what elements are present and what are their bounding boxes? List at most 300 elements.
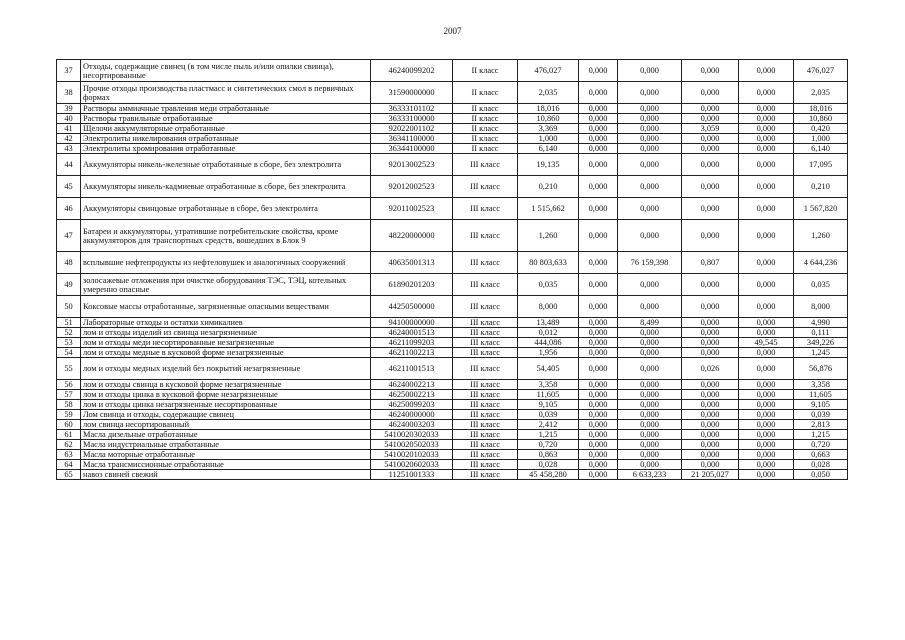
value-cell-6: 1 567,820 [794,198,848,220]
waste-code-cell: 46240003203 [371,420,453,430]
value-cell-1: 8,000 [518,296,579,318]
table-row [57,380,848,390]
row-number-cell: 56 [57,380,81,390]
waste-name-cell: лом и отходы меди несортированные незагрязненные [81,338,371,348]
waste-code-cell: 46211001513 [371,358,453,380]
waste-name-cell: Отходы, содержащие свинец (в том числе пыль и/или опилки свинца), несортированные [81,60,371,82]
value-cell-6: 0,420 [794,124,848,134]
value-cell-2: 0,000 [579,274,618,296]
value-cell-6: 1,215 [794,430,848,440]
value-cell-4: 0,000 [682,134,739,144]
value-cell-2: 0,000 [579,220,618,252]
value-cell-4: 0,000 [682,450,739,460]
waste-code-cell: 36333100000 [371,114,453,124]
value-cell-4: 0,000 [682,338,739,348]
table-row [57,348,848,358]
value-cell-6: 0,663 [794,450,848,460]
waste-code-cell: 36333101102 [371,104,453,114]
value-cell-5: 0,000 [739,440,794,450]
value-cell-2: 0,000 [579,390,618,400]
value-cell-5: 0,000 [739,460,794,470]
value-cell-4: 3,059 [682,124,739,134]
row-number-cell: 60 [57,420,81,430]
value-cell-5: 0,000 [739,420,794,430]
value-cell-1: 19,135 [518,154,579,176]
value-cell-4: 0,000 [682,104,739,114]
waste-name-cell: лом и отходы цинка в кусковой форме незагрязненные [81,390,371,400]
row-number-cell: 41 [57,124,81,134]
waste-name-cell: лом и отходы цинка незагрязненные несортированные [81,400,371,410]
hazard-class-cell: II класс [453,82,518,104]
waste-code-cell: 92013002523 [371,154,453,176]
waste-name-cell: лом и отходы изделий из свинца незагрязненные [81,328,371,338]
value-cell-6: 2,035 [794,82,848,104]
value-cell-2: 0,000 [579,296,618,318]
value-cell-1: 11,605 [518,390,579,400]
value-cell-3: 0,000 [618,176,682,198]
value-cell-4: 0,000 [682,220,739,252]
table-row [57,60,848,82]
row-number-cell: 49 [57,274,81,296]
waste-code-cell: 5410020102033 [371,450,453,460]
value-cell-5: 0,000 [739,318,794,328]
hazard-class-cell: III класс [453,348,518,358]
hazard-class-cell: III класс [453,274,518,296]
value-cell-2: 0,000 [579,380,618,390]
row-number-cell: 63 [57,450,81,460]
value-cell-3: 0,000 [618,144,682,154]
value-cell-6: 1,000 [794,134,848,144]
value-cell-1: 45 458,280 [518,470,579,480]
waste-table [56,59,848,480]
table-row [57,338,848,348]
value-cell-4: 0,807 [682,252,739,274]
waste-code-cell: 92011002523 [371,198,453,220]
value-cell-2: 0,000 [579,450,618,460]
value-cell-5: 0,000 [739,252,794,274]
value-cell-2: 0,000 [579,114,618,124]
waste-name-cell: лом и отходы медные в кусковой форме незагрязненные [81,348,371,358]
value-cell-3: 0,000 [618,124,682,134]
value-cell-3: 0,000 [618,134,682,144]
value-cell-1: 54,405 [518,358,579,380]
waste-code-cell: 46250099203 [371,400,453,410]
value-cell-1: 0,039 [518,410,579,420]
value-cell-1: 18,016 [518,104,579,114]
value-cell-6: 8,000 [794,296,848,318]
value-cell-1: 1,260 [518,220,579,252]
table-row [57,82,848,104]
value-cell-3: 0,000 [618,460,682,470]
waste-code-cell: 11251001333 [371,470,453,480]
value-cell-6: 4,990 [794,318,848,328]
value-cell-4: 0,000 [682,348,739,358]
value-cell-4: 0,000 [682,296,739,318]
row-number-cell: 45 [57,176,81,198]
waste-name-cell: Прочие отходы производства пластмасс и синтетических смол в первичных формах [81,82,371,104]
waste-code-cell: 46240001513 [371,328,453,338]
value-cell-6: 0,039 [794,410,848,420]
value-cell-3: 0,000 [618,338,682,348]
value-cell-5: 0,000 [739,176,794,198]
hazard-class-cell: II класс [453,134,518,144]
row-number-cell: 40 [57,114,81,124]
value-cell-1: 0,863 [518,450,579,460]
row-number-cell: 52 [57,328,81,338]
hazard-class-cell: II класс [453,124,518,134]
value-cell-2: 0,000 [579,60,618,82]
hazard-class-cell: III класс [453,380,518,390]
row-number-cell: 38 [57,82,81,104]
waste-code-cell: 46240000000 [371,410,453,420]
table-row [57,198,848,220]
table-row [57,358,848,380]
waste-name-cell: Лом свинца и отходы, содержащие свинец [81,410,371,420]
table-row [57,144,848,154]
row-number-cell: 47 [57,220,81,252]
value-cell-5: 0,000 [739,328,794,338]
hazard-class-cell: III класс [453,328,518,338]
value-cell-5: 0,000 [739,124,794,134]
value-cell-4: 0,000 [682,176,739,198]
value-cell-3: 0,000 [618,430,682,440]
table-row [57,154,848,176]
value-cell-6: 349,226 [794,338,848,348]
table-row [57,430,848,440]
value-cell-3: 0,000 [618,380,682,390]
waste-name-cell: Масла моторные отработанные [81,450,371,460]
waste-code-cell: 5410020502033 [371,440,453,450]
value-cell-2: 0,000 [579,358,618,380]
value-cell-1: 0,012 [518,328,579,338]
hazard-class-cell: III класс [453,198,518,220]
value-cell-5: 0,000 [739,220,794,252]
value-cell-1: 3,369 [518,124,579,134]
value-cell-4: 0,000 [682,420,739,430]
value-cell-1: 0,028 [518,460,579,470]
value-cell-6: 6,140 [794,144,848,154]
table-row [57,450,848,460]
value-cell-4: 0,000 [682,274,739,296]
waste-name-cell: Лабораторные отходы и остатки химикалиев [81,318,371,328]
value-cell-6: 0,210 [794,176,848,198]
table-row [57,470,848,480]
value-cell-5: 0,000 [739,450,794,460]
value-cell-2: 0,000 [579,410,618,420]
value-cell-3: 0,000 [618,220,682,252]
waste-name-cell: Масла индустриальные отработанные [81,440,371,450]
waste-name-cell: лом свинца несортированный [81,420,371,430]
value-cell-3: 0,000 [618,348,682,358]
value-cell-5: 0,000 [739,390,794,400]
waste-code-cell: 46211002213 [371,348,453,358]
waste-code-cell: 94100000000 [371,318,453,328]
value-cell-4: 0,000 [682,460,739,470]
row-number-cell: 59 [57,410,81,420]
value-cell-5: 0,000 [739,104,794,114]
hazard-class-cell: III класс [453,318,518,328]
waste-name-cell: Коксовые массы отработанные, загрязненные опасными веществами [81,296,371,318]
value-cell-1: 444,086 [518,338,579,348]
waste-code-cell: 31590000000 [371,82,453,104]
value-cell-3: 0,000 [618,198,682,220]
value-cell-4: 0,000 [682,380,739,390]
hazard-class-cell: III класс [453,460,518,470]
hazard-class-cell: II класс [453,60,518,82]
value-cell-5: 0,000 [739,114,794,124]
value-cell-2: 0,000 [579,318,618,328]
table-row [57,460,848,470]
row-number-cell: 48 [57,252,81,274]
value-cell-2: 0,000 [579,252,618,274]
value-cell-4: 0,000 [682,144,739,154]
table-row [57,114,848,124]
value-cell-1: 1,215 [518,430,579,440]
value-cell-1: 476,027 [518,60,579,82]
value-cell-2: 0,000 [579,460,618,470]
waste-name-cell: Электролиты хромирования отработанные [81,144,371,154]
waste-name-cell: Батареи и аккумуляторы, утратившие потребительские свойства, кроме аккумуляторов для транспортных средств, вошедших в Блок 9 [81,220,371,252]
hazard-class-cell: III класс [453,154,518,176]
value-cell-2: 0,000 [579,328,618,338]
waste-code-cell: 36341100000 [371,134,453,144]
row-number-cell: 53 [57,338,81,348]
value-cell-5: 0,000 [739,274,794,296]
value-cell-3: 0,000 [618,358,682,380]
value-cell-3: 8,499 [618,318,682,328]
value-cell-3: 0,000 [618,60,682,82]
table-row [57,318,848,328]
value-cell-3: 0,000 [618,410,682,420]
waste-code-cell: 46250002213 [371,390,453,400]
value-cell-6: 1,245 [794,348,848,358]
value-cell-2: 0,000 [579,338,618,348]
value-cell-3: 0,000 [618,154,682,176]
row-number-cell: 57 [57,390,81,400]
waste-code-cell: 44250500000 [371,296,453,318]
value-cell-5: 0,000 [739,400,794,410]
table-row [57,296,848,318]
table-row [57,252,848,274]
value-cell-3: 6 633,233 [618,470,682,480]
waste-name-cell: Масла дизельные отработанные [81,430,371,440]
value-cell-2: 0,000 [579,82,618,104]
value-cell-2: 0,000 [579,176,618,198]
hazard-class-cell: II класс [453,114,518,124]
value-cell-4: 0,000 [682,60,739,82]
value-cell-3: 0,000 [618,104,682,114]
value-cell-2: 0,000 [579,420,618,430]
value-cell-5: 0,000 [739,410,794,420]
hazard-class-cell: III класс [453,470,518,480]
value-cell-5: 0,000 [739,430,794,440]
value-cell-4: 0,000 [682,328,739,338]
row-number-cell: 62 [57,440,81,450]
value-cell-1: 10,860 [518,114,579,124]
value-cell-2: 0,000 [579,440,618,450]
value-cell-5: 0,000 [739,296,794,318]
value-cell-6: 0,028 [794,460,848,470]
value-cell-4: 0,000 [682,114,739,124]
value-cell-3: 0,000 [618,296,682,318]
value-cell-5: 0,000 [739,60,794,82]
value-cell-3: 0,000 [618,82,682,104]
value-cell-3: 0,000 [618,440,682,450]
value-cell-3: 0,000 [618,400,682,410]
value-cell-6: 0,050 [794,470,848,480]
value-cell-2: 0,000 [579,154,618,176]
value-cell-6: 2,813 [794,420,848,430]
waste-code-cell: 48220000000 [371,220,453,252]
row-number-cell: 50 [57,296,81,318]
value-cell-5: 0,000 [739,134,794,144]
value-cell-2: 0,000 [579,430,618,440]
waste-name-cell: Растворы аммиачные травления меди отработанные [81,104,371,114]
waste-name-cell: всплывшие нефтепродукты из нефтеловушек и аналогичных сооружений [81,252,371,274]
hazard-class-cell: III класс [453,252,518,274]
value-cell-1: 1 515,662 [518,198,579,220]
table-row [57,400,848,410]
row-number-cell: 51 [57,318,81,328]
value-cell-4: 0,000 [682,390,739,400]
hazard-class-cell: III класс [453,450,518,460]
waste-name-cell: лом и отходы свинца в кусковой форме незагрязненные [81,380,371,390]
value-cell-2: 0,000 [579,400,618,410]
value-cell-6: 0,111 [794,328,848,338]
value-cell-2: 0,000 [579,198,618,220]
value-cell-4: 21 205,027 [682,470,739,480]
hazard-class-cell: III класс [453,296,518,318]
value-cell-6: 4 644,236 [794,252,848,274]
value-cell-2: 0,000 [579,124,618,134]
value-cell-6: 9,105 [794,400,848,410]
value-cell-1: 6,140 [518,144,579,154]
table-row [57,220,848,252]
value-cell-6: 0,720 [794,440,848,450]
hazard-class-cell: III класс [453,338,518,348]
value-cell-5: 0,000 [739,380,794,390]
value-cell-5: 0,000 [739,144,794,154]
value-cell-1: 2,412 [518,420,579,430]
value-cell-2: 0,000 [579,470,618,480]
value-cell-3: 0,000 [618,390,682,400]
waste-name-cell: Аккумуляторы никель-железные отработанные в сборе, без электролита [81,154,371,176]
hazard-class-cell: III класс [453,390,518,400]
value-cell-5: 0,000 [739,358,794,380]
value-cell-2: 0,000 [579,104,618,114]
value-cell-3: 0,000 [618,274,682,296]
table-body [57,60,848,480]
waste-name-cell: Растворы травильные отработанные [81,114,371,124]
value-cell-3: 0,000 [618,420,682,430]
value-cell-6: 3,358 [794,380,848,390]
hazard-class-cell: II класс [453,144,518,154]
waste-code-cell: 5410020602033 [371,460,453,470]
waste-name-cell: лом и отходы медных изделий без покрытий незагрязненные [81,358,371,380]
table-row [57,390,848,400]
row-number-cell: 61 [57,430,81,440]
waste-code-cell: 61890201203 [371,274,453,296]
value-cell-3: 0,000 [618,450,682,460]
table-row [57,420,848,430]
hazard-class-cell: III класс [453,410,518,420]
waste-name-cell: навоз свиней свежий [81,470,371,480]
table-row [57,176,848,198]
row-number-cell: 37 [57,60,81,82]
row-number-cell: 65 [57,470,81,480]
waste-name-cell: Аккумуляторы никель-кадмиевые отработанные в сборе, без электролита [81,176,371,198]
hazard-class-cell: III класс [453,220,518,252]
value-cell-1: 1,000 [518,134,579,144]
value-cell-4: 0,026 [682,358,739,380]
row-number-cell: 39 [57,104,81,114]
value-cell-4: 0,000 [682,318,739,328]
value-cell-4: 0,000 [682,198,739,220]
table-row [57,440,848,450]
value-cell-5: 0,000 [739,198,794,220]
value-cell-1: 3,358 [518,380,579,390]
value-cell-6: 10,860 [794,114,848,124]
value-cell-5: 49,545 [739,338,794,348]
value-cell-5: 0,000 [739,154,794,176]
row-number-cell: 55 [57,358,81,380]
waste-code-cell: 92012002523 [371,176,453,198]
waste-code-cell: 46240099202 [371,60,453,82]
value-cell-6: 17,095 [794,154,848,176]
value-cell-2: 0,000 [579,144,618,154]
value-cell-1: 80 803,633 [518,252,579,274]
table-row [57,124,848,134]
value-cell-4: 0,000 [682,82,739,104]
hazard-class-cell: III класс [453,176,518,198]
table-row [57,328,848,338]
value-cell-6: 56,876 [794,358,848,380]
value-cell-2: 0,000 [579,134,618,144]
value-cell-1: 0,720 [518,440,579,450]
value-cell-1: 0,035 [518,274,579,296]
waste-code-cell: 36344100000 [371,144,453,154]
table-row [57,104,848,114]
value-cell-1: 2,035 [518,82,579,104]
hazard-class-cell: III класс [453,358,518,380]
hazard-class-cell: III класс [453,420,518,430]
value-cell-4: 0,000 [682,440,739,450]
waste-code-cell: 46211099203 [371,338,453,348]
value-cell-3: 0,000 [618,114,682,124]
value-cell-3: 76 159,398 [618,252,682,274]
value-cell-5: 0,000 [739,348,794,358]
waste-code-cell: 46240002213 [371,380,453,390]
value-cell-1: 0,210 [518,176,579,198]
table-row [57,134,848,144]
waste-code-cell: 92022001102 [371,124,453,134]
value-cell-5: 0,000 [739,82,794,104]
row-number-cell: 43 [57,144,81,154]
value-cell-1: 13,489 [518,318,579,328]
hazard-class-cell: II класс [453,104,518,114]
value-cell-6: 1,260 [794,220,848,252]
table-row [57,274,848,296]
value-cell-1: 9,105 [518,400,579,410]
row-number-cell: 64 [57,460,81,470]
row-number-cell: 58 [57,400,81,410]
value-cell-5: 0,000 [739,470,794,480]
waste-code-cell: 5410020302033 [371,430,453,440]
value-cell-3: 0,000 [618,328,682,338]
value-cell-4: 0,000 [682,400,739,410]
value-cell-6: 476,027 [794,60,848,82]
hazard-class-cell: III класс [453,440,518,450]
